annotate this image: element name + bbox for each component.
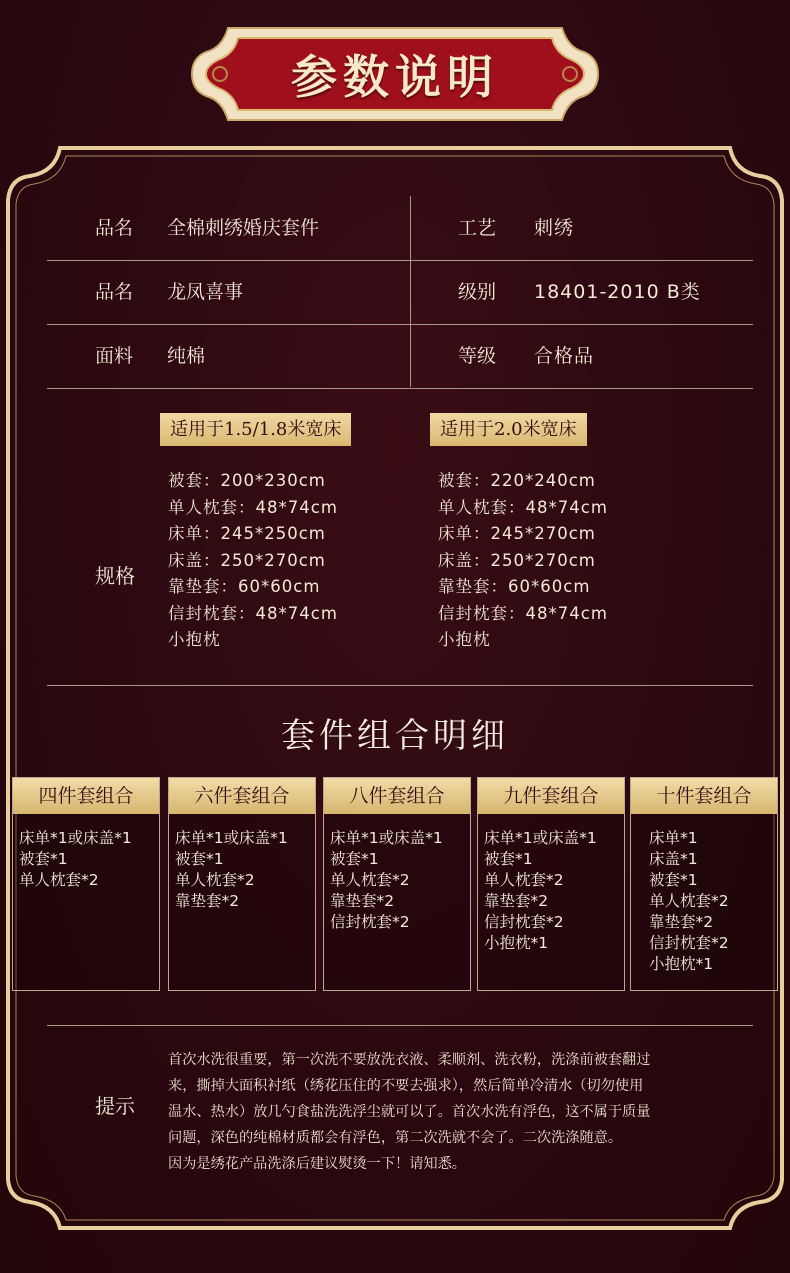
combo-title: 十件套组合 [631,778,777,814]
size-tag: 适用于2.0米宽床 [430,413,587,446]
size-item: 被套：220*240cm [438,471,596,490]
spec-row [47,324,753,389]
combo-item: 被套*1 [649,871,698,889]
spec-label: 等级 [458,345,497,367]
combo-item: 小抱枕*1 [649,955,714,973]
spec-label: 面料 [95,345,134,367]
combo-box [323,777,471,991]
combo-title: 六件套组合 [169,778,315,814]
tip-line: 温水、热水）放几勺食盐洗洗浮尘就可以了。首次水洗有浮色，这不属于质量 [168,1104,651,1120]
combo-item: 被套*1 [330,850,379,868]
size-item: 床单：245*250cm [168,524,326,543]
size-tag: 适用于1.5/1.8米宽床 [160,413,351,446]
size-item: 靠垫套：60*60cm [168,577,321,596]
combo-title: 九件套组合 [478,778,624,814]
spec-value: 刺绣 [534,217,575,239]
spec-label: 品名 [95,217,134,239]
spec-value: 纯棉 [167,345,206,367]
combo-box [12,777,160,991]
combo-title: 四件套组合 [13,778,159,814]
combo-list [631,814,777,975]
spec-label: 级别 [458,281,497,303]
size-item: 小抱枕 [168,630,221,649]
combo-item: 靠垫套*2 [649,913,714,931]
spec-value: 龙凤喜事 [167,281,244,303]
combo-item: 单人枕套*2 [330,871,410,889]
combo-item: 被套*1 [19,850,68,868]
combo-item: 信封枕套*2 [484,913,564,931]
section-divider [47,1025,753,1026]
size-section-label: 规格 [95,564,135,588]
table-divider [410,196,411,387]
combo-item: 靠垫套*2 [330,892,395,910]
combo-item: 单人枕套*2 [484,871,564,889]
combo-list [324,814,470,933]
size-list [438,468,608,654]
spec-row [47,196,753,261]
size-item: 信封枕套：48*74cm [168,603,338,623]
combo-item: 单人枕套*2 [649,892,729,910]
combo-item: 靠垫套*2 [175,892,240,910]
combo-item: 靠垫套*2 [484,892,549,910]
combo-heading: 套件组合明细 [281,716,509,756]
spec-value: 全棉刺绣婚庆套件 [167,217,320,239]
tip-line: 来，撕掉大面积衬纸（绣花压住的不要去强求），然后简单冷清水（切勿使用 [168,1078,644,1094]
combo-list [478,814,624,954]
combo-box [477,777,625,991]
combo-item: 单人枕套*2 [175,871,255,889]
size-item: 被套：200*230cm [168,471,326,490]
combo-item: 小抱枕*1 [484,934,549,952]
size-item: 床盖：250*270cm [438,550,596,570]
combo-item: 床单*1或床盖*1 [19,829,132,847]
combo-item: 床盖*1 [649,850,698,868]
size-item: 小抱枕 [438,630,491,649]
size-item: 单人枕套：48*74cm [168,497,338,517]
title-banner [188,18,602,130]
size-item: 靠垫套：60*60cm [438,577,591,596]
section-divider [47,685,753,686]
size-item: 信封枕套：48*74cm [438,603,608,623]
combo-list [169,814,315,912]
combo-item: 被套*1 [175,850,224,868]
tip-line: 因为是绣花产品洗涤后建议熨烫一下！请知悉。 [168,1156,466,1172]
tip-label: 提示 [95,1094,135,1118]
combo-list [13,814,159,891]
combo-title: 八件套组合 [324,778,470,814]
combo-item: 信封枕套*2 [649,934,729,952]
combo-item: 单人枕套*2 [19,871,99,889]
tip-text [168,1047,748,1177]
size-list [168,468,338,654]
combo-item: 床单*1或床盖*1 [330,829,443,847]
tip-line: 问题，深色的纯棉材质都会有浮色，第二次洗就不会了。二次洗涤随意。 [168,1130,623,1146]
size-item: 床盖：250*270cm [168,550,326,570]
page-title: 参数说明 [291,50,499,104]
spec-label: 品名 [95,281,134,303]
combo-box [168,777,316,991]
spec-row [47,260,753,325]
combo-box [630,777,778,991]
combo-item: 被套*1 [484,850,533,868]
combo-item: 床单*1或床盖*1 [175,829,288,847]
size-item: 单人枕套：48*74cm [438,497,608,517]
spec-label: 工艺 [458,217,497,239]
combo-item: 床单*1 [649,829,698,847]
size-item: 床单：245*270cm [438,524,596,543]
combo-item: 床单*1或床盖*1 [484,829,597,847]
spec-value: 合格品 [534,345,595,367]
tip-line: 首次水洗很重要，第一次洗不要放洗衣液、柔顺剂、洗衣粉，洗涤前被套翻过 [168,1052,651,1068]
combo-item: 信封枕套*2 [330,913,410,931]
spec-value: 18401-2010 B类 [534,281,701,303]
